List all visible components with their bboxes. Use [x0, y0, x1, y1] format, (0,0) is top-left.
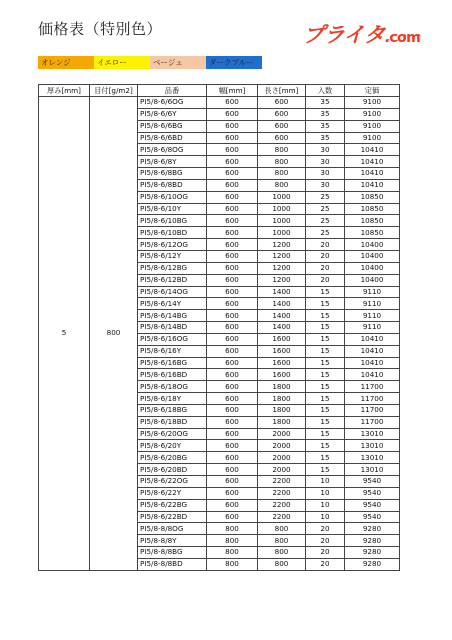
price-cell: 10410 — [345, 144, 400, 156]
product-code-cell: PI5/8-8/8BG — [138, 547, 207, 559]
length-cell: 1400 — [258, 298, 306, 310]
table-row — [39, 97, 400, 109]
quantity-cell: 15 — [306, 416, 345, 428]
width-cell: 600 — [207, 357, 258, 369]
price-cell: 9100 — [345, 97, 400, 109]
column-header: 目付[g/m2] — [90, 85, 138, 97]
price-cell: 10410 — [345, 179, 400, 191]
product-code-cell: PI5/8-6/12OG — [138, 239, 207, 251]
product-code-cell: PI5/8-6/20OG — [138, 428, 207, 440]
length-cell: 800 — [258, 156, 306, 168]
quantity-cell: 15 — [306, 298, 345, 310]
length-cell: 600 — [258, 97, 306, 109]
logo-text: プライタ — [303, 23, 385, 47]
width-cell: 600 — [207, 191, 258, 203]
product-code-cell: PI5/8-6/12Y — [138, 250, 207, 262]
column-header: 厚み[mm] — [39, 85, 90, 97]
quantity-cell: 25 — [306, 215, 345, 227]
quantity-cell: 20 — [306, 250, 345, 262]
length-cell: 2200 — [258, 499, 306, 511]
price-cell: 11700 — [345, 404, 400, 416]
width-cell: 600 — [207, 203, 258, 215]
brand-logo[interactable] — [303, 19, 420, 49]
width-cell: 600 — [207, 310, 258, 322]
width-cell: 600 — [207, 97, 258, 109]
width-cell: 600 — [207, 440, 258, 452]
product-code-cell: PI5/8-6/6BD — [138, 132, 207, 144]
quantity-cell: 35 — [306, 108, 345, 120]
weight-cell: 800 — [90, 97, 138, 571]
column-header: 定価 — [345, 85, 400, 97]
length-cell: 800 — [258, 535, 306, 547]
width-cell: 600 — [207, 132, 258, 144]
width-cell: 600 — [207, 428, 258, 440]
price-cell: 10400 — [345, 274, 400, 286]
quantity-cell: 20 — [306, 262, 345, 274]
width-cell: 600 — [207, 369, 258, 381]
price-cell: 10850 — [345, 215, 400, 227]
length-cell: 2000 — [258, 464, 306, 476]
product-code-cell: PI5/8-6/18Y — [138, 393, 207, 405]
price-cell: 9540 — [345, 499, 400, 511]
quantity-cell: 10 — [306, 499, 345, 511]
length-cell: 800 — [258, 144, 306, 156]
price-cell: 13010 — [345, 464, 400, 476]
product-code-cell: PI5/8-8/8Y — [138, 535, 207, 547]
width-cell: 600 — [207, 476, 258, 488]
length-cell: 1400 — [258, 310, 306, 322]
width-cell: 600 — [207, 464, 258, 476]
column-header: 幅[mm] — [207, 85, 258, 97]
column-header: 品番 — [138, 85, 207, 97]
quantity-cell: 30 — [306, 144, 345, 156]
length-cell: 800 — [258, 523, 306, 535]
price-cell: 10410 — [345, 333, 400, 345]
width-cell: 600 — [207, 322, 258, 334]
width-cell: 600 — [207, 393, 258, 405]
length-cell: 1600 — [258, 345, 306, 357]
length-cell: 800 — [258, 168, 306, 180]
quantity-cell: 25 — [306, 191, 345, 203]
price-cell: 11700 — [345, 393, 400, 405]
price-cell: 9110 — [345, 298, 400, 310]
quantity-cell: 15 — [306, 369, 345, 381]
length-cell: 2000 — [258, 428, 306, 440]
length-cell: 1800 — [258, 404, 306, 416]
price-cell: 10400 — [345, 262, 400, 274]
quantity-cell: 30 — [306, 156, 345, 168]
product-code-cell: PI5/8-6/14Y — [138, 298, 207, 310]
price-cell: 10850 — [345, 203, 400, 215]
width-cell: 600 — [207, 239, 258, 251]
width-cell: 600 — [207, 404, 258, 416]
column-header: 長さ[mm] — [258, 85, 306, 97]
price-cell: 11700 — [345, 416, 400, 428]
quantity-cell: 15 — [306, 393, 345, 405]
page-title: 価格表（特別色） — [38, 20, 163, 38]
price-cell: 9100 — [345, 108, 400, 120]
product-code-cell: PI5/8-6/6BG — [138, 120, 207, 132]
legend-swatch: ダークブルー — [206, 56, 262, 69]
width-cell: 600 — [207, 179, 258, 191]
length-cell: 1000 — [258, 215, 306, 227]
width-cell: 600 — [207, 262, 258, 274]
color-legend — [38, 56, 262, 69]
product-code-cell: PI5/8-6/6Y — [138, 108, 207, 120]
length-cell: 1000 — [258, 227, 306, 239]
logo-suffix: .com — [384, 30, 421, 46]
quantity-cell: 15 — [306, 357, 345, 369]
width-cell: 600 — [207, 381, 258, 393]
product-code-cell: PI5/8-6/16Y — [138, 345, 207, 357]
price-cell: 9280 — [345, 523, 400, 535]
quantity-cell: 15 — [306, 464, 345, 476]
length-cell: 1800 — [258, 393, 306, 405]
product-code-cell: PI5/8-6/8BG — [138, 168, 207, 180]
width-cell: 600 — [207, 487, 258, 499]
price-cell: 13010 — [345, 428, 400, 440]
product-code-cell: PI5/8-6/6OG — [138, 97, 207, 109]
quantity-cell: 15 — [306, 452, 345, 464]
length-cell: 1000 — [258, 203, 306, 215]
width-cell: 800 — [207, 523, 258, 535]
quantity-cell: 20 — [306, 558, 345, 570]
quantity-cell: 25 — [306, 227, 345, 239]
price-cell: 9110 — [345, 310, 400, 322]
product-code-cell: PI5/8-6/22BG — [138, 499, 207, 511]
quantity-cell: 30 — [306, 168, 345, 180]
length-cell: 2000 — [258, 440, 306, 452]
product-code-cell: PI5/8-6/22BD — [138, 511, 207, 523]
price-cell: 10410 — [345, 369, 400, 381]
width-cell: 600 — [207, 333, 258, 345]
price-cell: 10400 — [345, 250, 400, 262]
quantity-cell: 15 — [306, 404, 345, 416]
length-cell: 1600 — [258, 357, 306, 369]
quantity-cell: 35 — [306, 132, 345, 144]
width-cell: 600 — [207, 345, 258, 357]
price-cell: 10410 — [345, 156, 400, 168]
product-code-cell: PI5/8-6/16BG — [138, 357, 207, 369]
price-cell: 9280 — [345, 558, 400, 570]
length-cell: 2200 — [258, 487, 306, 499]
quantity-cell: 15 — [306, 440, 345, 452]
product-code-cell: PI5/8-6/12BD — [138, 274, 207, 286]
product-code-cell: PI5/8-6/18OG — [138, 381, 207, 393]
thickness-cell: 5 — [39, 97, 90, 571]
product-code-cell: PI5/8-6/8BD — [138, 179, 207, 191]
width-cell: 600 — [207, 499, 258, 511]
width-cell: 600 — [207, 215, 258, 227]
length-cell: 2200 — [258, 476, 306, 488]
price-cell: 13010 — [345, 440, 400, 452]
quantity-cell: 25 — [306, 203, 345, 215]
quantity-cell: 10 — [306, 487, 345, 499]
legend-swatch: イエロー — [94, 56, 150, 69]
product-code-cell: PI5/8-6/14BG — [138, 310, 207, 322]
product-code-cell: PI5/8-6/20BD — [138, 464, 207, 476]
length-cell: 800 — [258, 558, 306, 570]
quantity-cell: 15 — [306, 310, 345, 322]
price-cell: 10410 — [345, 168, 400, 180]
legend-swatch: ベージュ — [150, 56, 206, 69]
width-cell: 600 — [207, 108, 258, 120]
product-code-cell: PI5/8-6/18BD — [138, 416, 207, 428]
length-cell: 1000 — [258, 191, 306, 203]
width-cell: 600 — [207, 227, 258, 239]
width-cell: 600 — [207, 416, 258, 428]
price-cell: 9540 — [345, 511, 400, 523]
product-code-cell: PI5/8-6/16OG — [138, 333, 207, 345]
product-code-cell: PI5/8-8/8BD — [138, 558, 207, 570]
product-code-cell: PI5/8-6/10OG — [138, 191, 207, 203]
column-header: 入数 — [306, 85, 345, 97]
width-cell: 600 — [207, 120, 258, 132]
product-code-cell: PI5/8-6/16BD — [138, 369, 207, 381]
price-table — [38, 84, 400, 571]
quantity-cell: 15 — [306, 286, 345, 298]
product-code-cell: PI5/8-6/20BG — [138, 452, 207, 464]
length-cell: 1400 — [258, 322, 306, 334]
product-code-cell: PI5/8-6/10BD — [138, 227, 207, 239]
width-cell: 600 — [207, 452, 258, 464]
length-cell: 800 — [258, 179, 306, 191]
quantity-cell: 15 — [306, 333, 345, 345]
price-cell: 9110 — [345, 286, 400, 298]
quantity-cell: 20 — [306, 523, 345, 535]
quantity-cell: 15 — [306, 428, 345, 440]
quantity-cell: 15 — [306, 345, 345, 357]
width-cell: 600 — [207, 274, 258, 286]
length-cell: 1600 — [258, 333, 306, 345]
quantity-cell: 10 — [306, 476, 345, 488]
length-cell: 1800 — [258, 381, 306, 393]
product-code-cell: PI5/8-6/22OG — [138, 476, 207, 488]
price-cell: 9280 — [345, 547, 400, 559]
price-cell: 9540 — [345, 487, 400, 499]
quantity-cell: 35 — [306, 120, 345, 132]
width-cell: 600 — [207, 250, 258, 262]
product-code-cell: PI5/8-6/14BD — [138, 322, 207, 334]
length-cell: 2200 — [258, 511, 306, 523]
price-cell: 9100 — [345, 120, 400, 132]
price-cell: 10850 — [345, 191, 400, 203]
product-code-cell: PI5/8-6/8Y — [138, 156, 207, 168]
price-cell: 9110 — [345, 322, 400, 334]
price-cell: 10410 — [345, 357, 400, 369]
product-code-cell: PI5/8-8/8OG — [138, 523, 207, 535]
product-code-cell: PI5/8-6/22Y — [138, 487, 207, 499]
quantity-cell: 15 — [306, 322, 345, 334]
quantity-cell: 35 — [306, 97, 345, 109]
length-cell: 1200 — [258, 250, 306, 262]
width-cell: 800 — [207, 535, 258, 547]
price-cell: 10850 — [345, 227, 400, 239]
quantity-cell: 20 — [306, 547, 345, 559]
price-cell: 10400 — [345, 239, 400, 251]
width-cell: 800 — [207, 547, 258, 559]
price-cell: 9540 — [345, 476, 400, 488]
length-cell: 1200 — [258, 262, 306, 274]
length-cell: 600 — [258, 132, 306, 144]
table-header-row — [39, 85, 400, 97]
width-cell: 600 — [207, 286, 258, 298]
product-code-cell: PI5/8-6/18BG — [138, 404, 207, 416]
quantity-cell: 30 — [306, 179, 345, 191]
product-code-cell: PI5/8-6/10Y — [138, 203, 207, 215]
length-cell: 1400 — [258, 286, 306, 298]
quantity-cell: 10 — [306, 511, 345, 523]
price-cell: 13010 — [345, 452, 400, 464]
length-cell: 600 — [258, 108, 306, 120]
length-cell: 1800 — [258, 416, 306, 428]
price-cell: 9100 — [345, 132, 400, 144]
length-cell: 800 — [258, 547, 306, 559]
width-cell: 600 — [207, 168, 258, 180]
product-code-cell: PI5/8-6/8OG — [138, 144, 207, 156]
quantity-cell: 20 — [306, 239, 345, 251]
product-code-cell: PI5/8-6/14OG — [138, 286, 207, 298]
length-cell: 1600 — [258, 369, 306, 381]
product-code-cell: PI5/8-6/12BG — [138, 262, 207, 274]
product-code-cell: PI5/8-6/10BG — [138, 215, 207, 227]
width-cell: 600 — [207, 298, 258, 310]
length-cell: 1200 — [258, 274, 306, 286]
quantity-cell: 15 — [306, 381, 345, 393]
price-cell: 11700 — [345, 381, 400, 393]
quantity-cell: 20 — [306, 274, 345, 286]
price-cell: 9280 — [345, 535, 400, 547]
price-cell: 10410 — [345, 345, 400, 357]
length-cell: 600 — [258, 120, 306, 132]
width-cell: 600 — [207, 144, 258, 156]
length-cell: 1200 — [258, 239, 306, 251]
length-cell: 2000 — [258, 452, 306, 464]
quantity-cell: 20 — [306, 535, 345, 547]
width-cell: 800 — [207, 558, 258, 570]
width-cell: 600 — [207, 511, 258, 523]
legend-swatch: オレンジ — [38, 56, 94, 69]
product-code-cell: PI5/8-6/20Y — [138, 440, 207, 452]
width-cell: 600 — [207, 156, 258, 168]
